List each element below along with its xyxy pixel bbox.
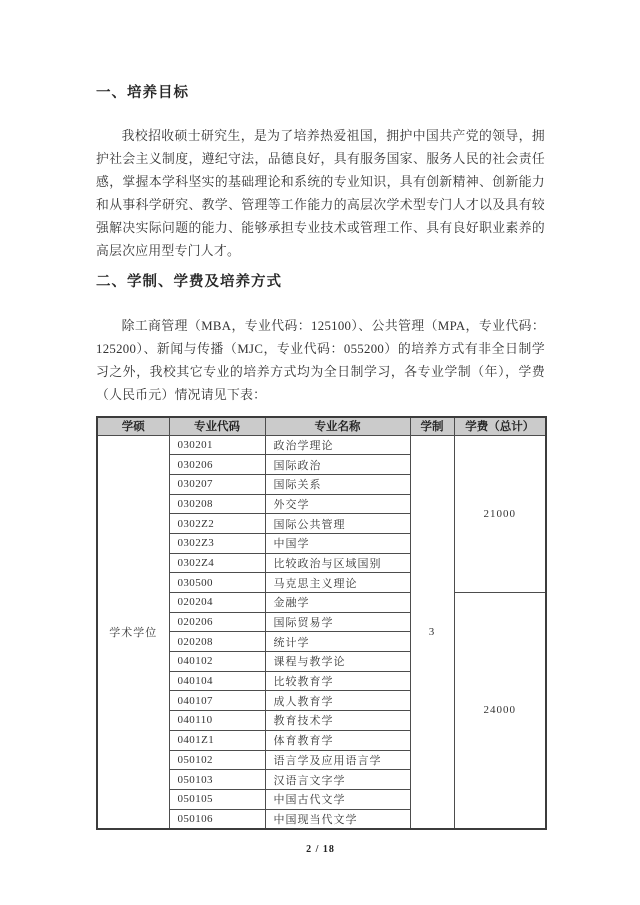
program-code-cell: 050102 bbox=[169, 750, 265, 770]
program-name-cell: 中国古代文学 bbox=[265, 789, 410, 809]
program-code-cell: 050105 bbox=[169, 789, 265, 809]
program-code-cell: 050106 bbox=[169, 809, 265, 829]
program-name-cell: 体育教育学 bbox=[265, 730, 410, 750]
program-name-cell: 统计学 bbox=[265, 632, 410, 652]
column-header-1: 专业代码 bbox=[169, 417, 265, 435]
program-code-cell: 0302Z4 bbox=[169, 553, 265, 573]
program-name-cell: 金融学 bbox=[265, 593, 410, 613]
section-2-paragraph: 除工商管理（MBA，专业代码：125100）、公共管理（MPA，专业代码：125200）、新闻与传播（MJC，专业代码：055200）的培养方式有非全日制学习之外，我校其它专业的培养方式均为全日制学习，各专业学制（年），学费（人民币元）情况请见下表： bbox=[96, 319, 545, 402]
tuition-table bbox=[96, 416, 547, 830]
program-name-cell: 马克思主义理论 bbox=[265, 573, 410, 593]
table-header-row bbox=[97, 417, 546, 435]
program-code-cell: 0302Z3 bbox=[169, 533, 265, 553]
program-name-cell: 成人教育学 bbox=[265, 691, 410, 711]
page-number: 2 / 18 bbox=[306, 843, 335, 855]
program-name-cell: 外交学 bbox=[265, 494, 410, 514]
program-name-cell: 国际贸易学 bbox=[265, 612, 410, 632]
column-header-2: 专业名称 bbox=[265, 417, 410, 435]
program-code-cell: 030206 bbox=[169, 455, 265, 475]
program-code-cell: 040102 bbox=[169, 652, 265, 672]
fee-cell: 21000 bbox=[454, 435, 546, 593]
program-code-cell: 0302Z2 bbox=[169, 514, 265, 534]
program-name-cell: 国际公共管理 bbox=[265, 514, 410, 534]
column-header-0: 学硕 bbox=[97, 417, 169, 435]
section-1-paragraph: 我校招收硕士研究生，是为了培养热爱祖国，拥护中国共产党的领导，拥护社会主义制度，遵纪守法，品德良好，具有服务国家、服务人民的社会责任感，掌握本学科坚实的基础理论和系统的专业知识，具有创新精神、创新能力和从事科学研究、教学、管理等工作能力的高层次学术型专门人才以及具有较强解决实际问题的能力、能够承担专业技术或管理工作、具有良好职业素养的高层次应用型专门人才。 bbox=[96, 129, 545, 258]
program-code-cell: 0401Z1 bbox=[169, 730, 265, 750]
duration-cell: 3 bbox=[410, 435, 454, 829]
program-code-cell: 030207 bbox=[169, 474, 265, 494]
program-code-cell: 020204 bbox=[169, 593, 265, 613]
program-code-cell: 050103 bbox=[169, 770, 265, 790]
program-name-cell: 汉语言文字学 bbox=[265, 770, 410, 790]
program-name-cell: 比较教育学 bbox=[265, 671, 410, 691]
section-1-heading: 一、培养目标 bbox=[96, 85, 189, 101]
program-name-cell: 比较政治与区域国别 bbox=[265, 553, 410, 573]
program-name-cell: 中国现当代文学 bbox=[265, 809, 410, 829]
column-header-4: 学费（总计） bbox=[454, 417, 546, 435]
program-name-cell: 中国学 bbox=[265, 533, 410, 553]
program-code-cell: 040110 bbox=[169, 711, 265, 731]
program-name-cell: 语言学及应用语言学 bbox=[265, 750, 410, 770]
degree-type-cell: 学术学位 bbox=[97, 435, 169, 829]
program-code-cell: 030201 bbox=[169, 435, 265, 455]
program-code-cell: 020208 bbox=[169, 632, 265, 652]
program-code-cell: 030208 bbox=[169, 494, 265, 514]
program-code-cell: 040104 bbox=[169, 671, 265, 691]
table-row bbox=[97, 435, 546, 455]
program-code-cell: 030500 bbox=[169, 573, 265, 593]
section-2-heading: 二、学制、学费及培养方式 bbox=[96, 274, 282, 290]
program-name-cell: 政治学理论 bbox=[265, 435, 410, 455]
program-code-cell: 020206 bbox=[169, 612, 265, 632]
program-name-cell: 教育技术学 bbox=[265, 711, 410, 731]
program-name-cell: 国际政治 bbox=[265, 455, 410, 475]
program-code-cell: 040107 bbox=[169, 691, 265, 711]
column-header-3: 学制 bbox=[410, 417, 454, 435]
program-name-cell: 国际关系 bbox=[265, 474, 410, 494]
fee-cell: 24000 bbox=[454, 593, 546, 829]
program-name-cell: 课程与教学论 bbox=[265, 652, 410, 672]
